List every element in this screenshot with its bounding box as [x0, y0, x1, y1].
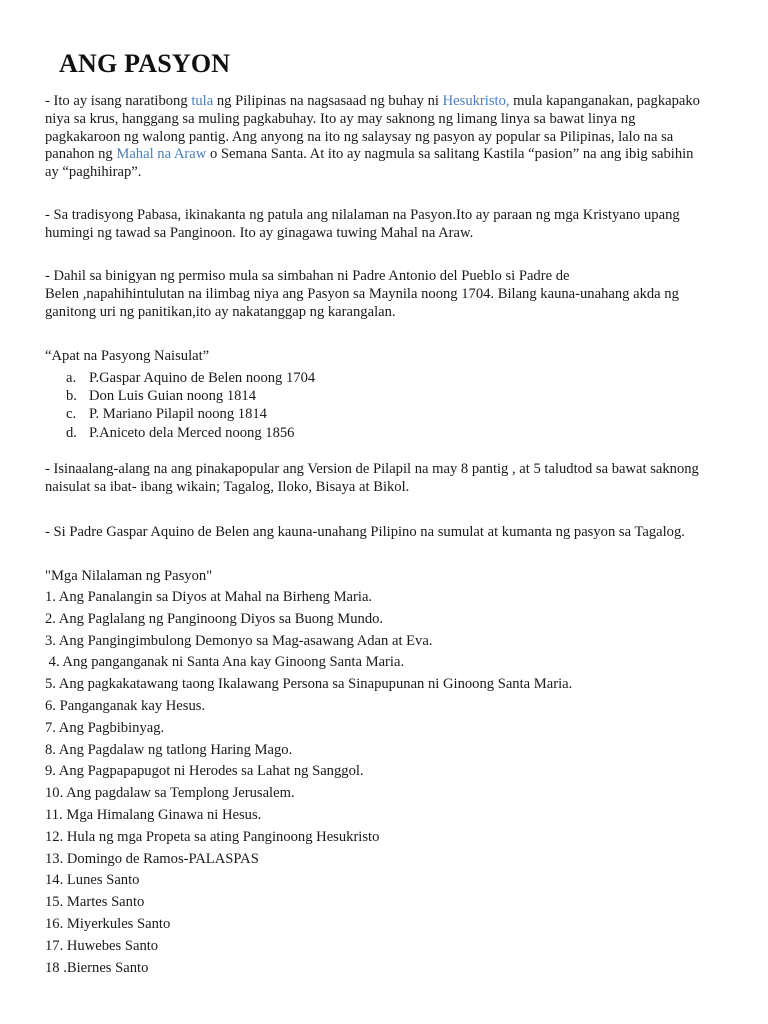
page-title: ANG PASYON	[59, 49, 231, 78]
list-item: 17. Huwebes Santo	[45, 937, 159, 954]
permiso-line-1: - Dahil sa binigyan ng permiso mula sa simbahan ni Padre Antonio del Pueblo si Padre de	[45, 268, 570, 284]
apat-list	[45, 369, 315, 442]
intro-text: ng Pilipinas na nagsasaad ng buhay ni	[213, 93, 443, 109]
nilalaman-heading: "Mga Nilalaman ng Pasyon"	[45, 568, 213, 584]
list-item: 3. Ang Pangingimbulong Demonyo sa Mag-asawang Adan at Eva.	[45, 632, 433, 649]
list-item: 10. Ang pagdalaw sa Templong Jerusalem.	[45, 785, 295, 802]
list-label: a.	[66, 370, 77, 386]
list-item: 18 .Biernes Santo	[45, 959, 149, 976]
intro-text: - Ito ay isang naratibong	[45, 93, 192, 109]
intro-line-4	[45, 146, 735, 164]
intro-text: panahon ng	[45, 146, 117, 163]
intro-line-3: pagkakaroon ng walong pantig. Ang anyong na ito ng salaysay ng pasyon ay popular sa Pilipinas, lalo na sa	[45, 128, 674, 145]
nilalaman-list	[45, 587, 572, 979]
intro-line-1	[45, 93, 735, 111]
permiso-line-2: Belen ,napahihintulutan na ilimbag niya ang Pasyon sa Maynila noong 1704. Bilang kauna-unahang akda ng	[45, 285, 679, 302]
intro-text: mula kapanganakan, pagkapako	[509, 93, 700, 109]
permiso-line-3: ganitong uri ng panitikan,ito ay nakatanggap ng karangalan.	[45, 303, 396, 320]
paragraph-gaspar	[45, 524, 735, 542]
paragraph-pilapil	[45, 461, 735, 497]
list-item: 2. Ang Paglalang ng Panginoong Diyos sa Buong Mundo.	[45, 610, 384, 627]
paragraph-intro	[45, 93, 735, 182]
list-label: d.	[66, 424, 77, 441]
pabasa-line-2: humingi ng tawad sa Panginoon. Ito ay ginagawa tuwing Mahal na Araw.	[45, 224, 474, 241]
list-item	[45, 369, 315, 387]
list-text: P. Mariano Pilapil noong 1814	[89, 406, 267, 423]
list-item	[45, 424, 315, 442]
list-item: 12. Hula ng mga Propeta sa ating Panginoong Hesukristo	[45, 828, 380, 845]
pilapil-line-2: naisulat sa ibat- ibang wikain; Tagalog, Iloko, Bisaya at Bikol.	[45, 478, 410, 495]
list-item: 13. Domingo de Ramos-PALASPAS	[45, 850, 259, 867]
apat-heading: “Apat na Pasyong Naisulat”	[45, 348, 210, 364]
list-item: 16. Miyerkules Santo	[45, 915, 171, 932]
list-item: 7. Ang Pagbibinyag.	[45, 719, 165, 736]
pilapil-line-1: - Isinaalang-alang na ang pinakapopular ang Version de Pilapil na may 8 pantig , at 5 taludtod sa bawat saknong	[45, 461, 699, 477]
list-item: 5. Ang pagkakatawang taong Ikalawang Persona sa Sinapupunan ni Ginoong Santa Maria.	[45, 676, 573, 693]
list-text: P.Aniceto dela Merced noong 1856	[89, 424, 295, 441]
list-item: 14. Lunes Santo	[45, 872, 140, 889]
list-label: c.	[66, 406, 77, 423]
list-item	[45, 387, 315, 405]
list-item: 8. Ang Pagdalaw ng tatlong Haring Mago.	[45, 741, 293, 758]
list-item: 9. Ang Pagpapapugot ni Herodes sa Lahat ng Sanggol.	[45, 763, 364, 780]
intro-line-2: niya sa krus, hanggang sa muling pagkabuhay. Ito ay may saknong ng limang linya sa bawat linya ng	[45, 110, 636, 127]
link-tula[interactable]: tula	[191, 93, 214, 109]
link-hesukristo[interactable]: Hesukristo,	[442, 93, 510, 109]
paragraph-pabasa	[45, 207, 735, 243]
link-mahal-na-araw[interactable]: Mahal na Araw	[116, 146, 207, 163]
list-item: 4. Ang panganganak ni Santa Ana kay Ginoong Santa Maria.	[45, 654, 405, 671]
list-text: Don Luis Guian noong 1814	[89, 388, 257, 405]
list-label: b.	[66, 388, 77, 405]
paragraph-permiso	[45, 268, 735, 321]
list-item	[45, 405, 315, 423]
intro-text: o Semana Santa. At ito ay nagmula sa salitang Kastila “pasion” na ang ibig sabihin	[206, 146, 694, 163]
gaspar-line: - Si Padre Gaspar Aquino de Belen ang kauna-unahang Pilipino na sumulat at kumanta ng pasyon sa Tagalog.	[45, 524, 685, 540]
list-item: 1. Ang Panalangin sa Diyos at Mahal na Birheng Maria.	[45, 589, 373, 605]
intro-line-5: ay “paghihirap”.	[45, 164, 142, 181]
list-item: 6. Panganganak kay Hesus.	[45, 697, 206, 714]
list-item: 15. Martes Santo	[45, 894, 145, 911]
pabasa-line-1: - Sa tradisyong Pabasa, ikinakanta ng patula ang nilalaman na Pasyon.Ito ay paraan ng mga Kristyano upang	[45, 207, 680, 223]
list-text: P.Gaspar Aquino de Belen noong 1704	[89, 370, 316, 386]
list-item: 11. Mga Himalang Ginawa ni Hesus.	[45, 806, 262, 823]
